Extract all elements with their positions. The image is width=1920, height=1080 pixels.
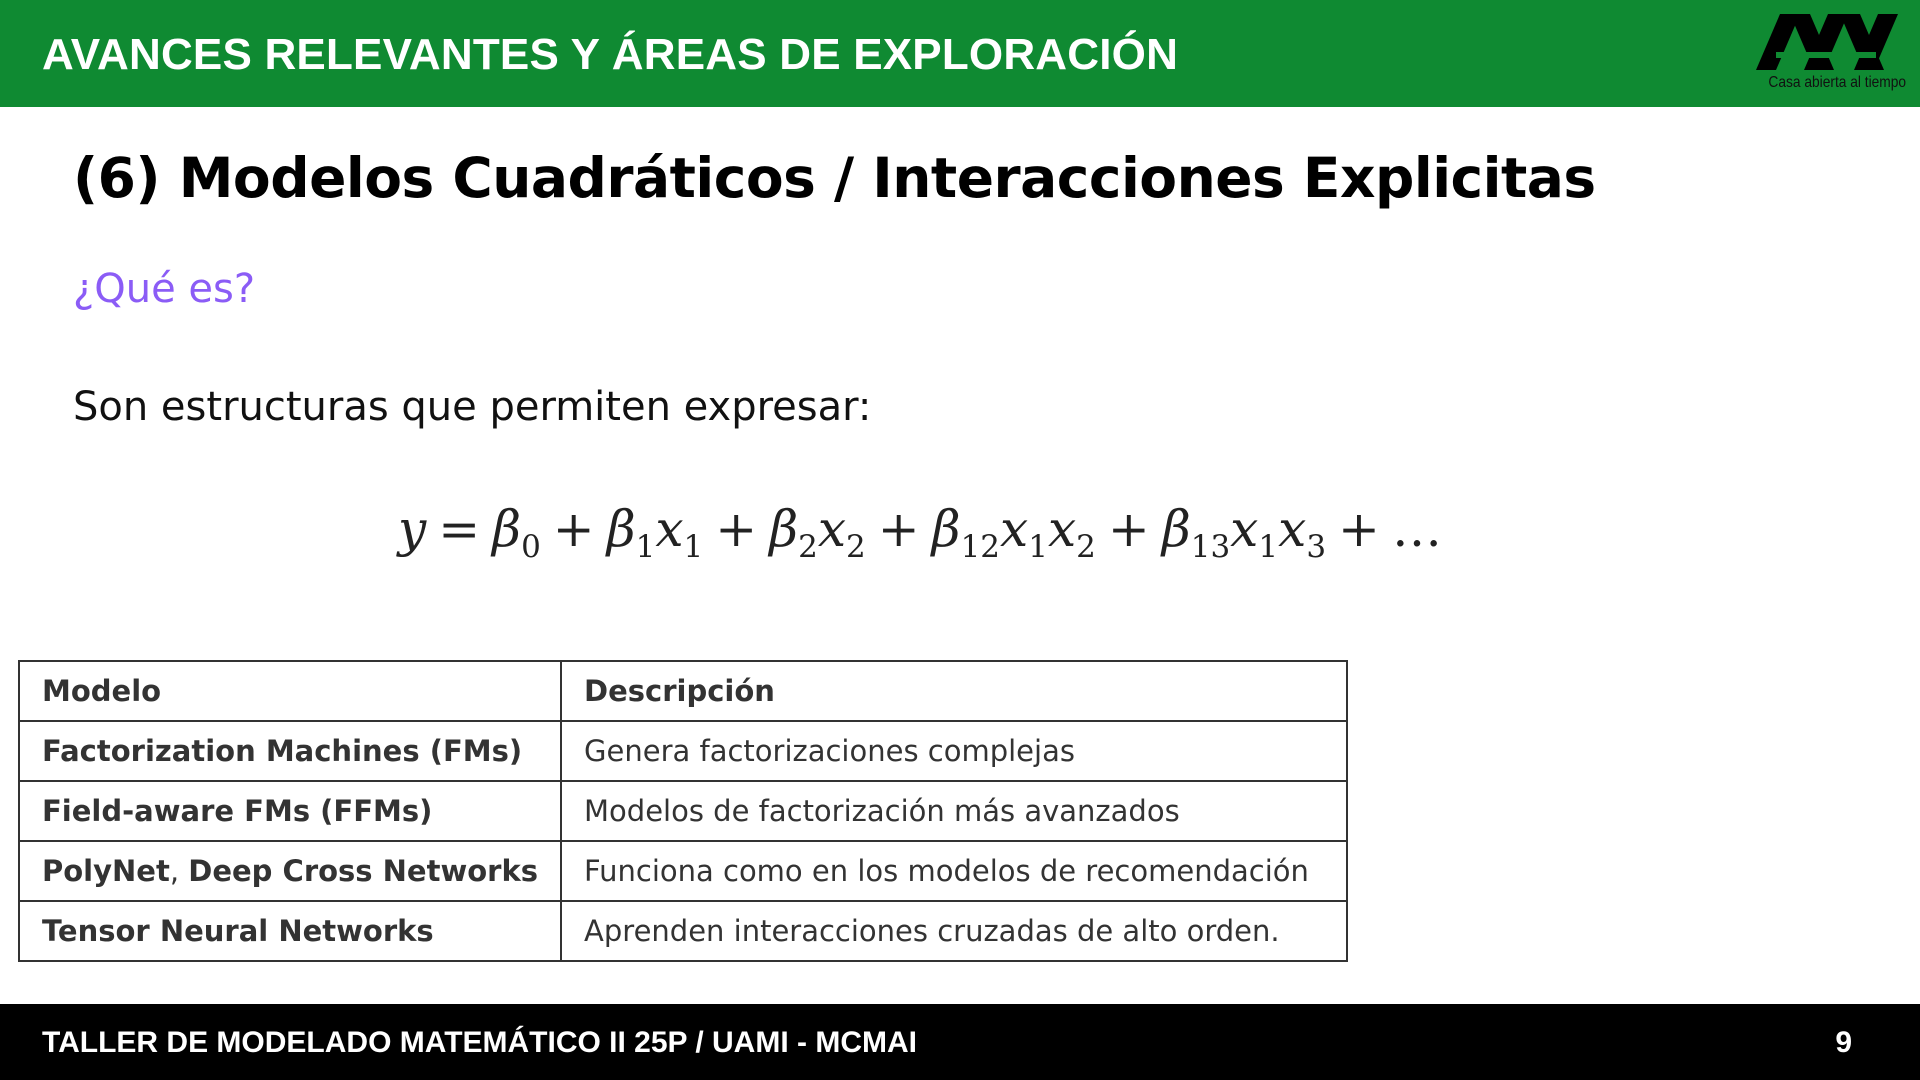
table-cell-description: Aprenden interacciones cruzadas de alto orden.	[561, 901, 1347, 961]
formula-plus: +	[1338, 500, 1380, 558]
footer-bar	[0, 1004, 1920, 1080]
header-bar	[0, 0, 1920, 107]
table-cell-description: Genera factorizaciones complejas	[561, 721, 1347, 781]
header-title: AVANCES RELEVANTES Y ÁREAS DE EXPLORACIÓN	[42, 30, 1179, 79]
table-cell-model: Factorization Machines (FMs)	[19, 721, 561, 781]
logo-tagline: Casa abierta al tiempo	[1768, 74, 1907, 91]
section-subtitle: ¿Qué es?	[73, 266, 256, 312]
formula-var: x	[1230, 500, 1259, 558]
formula-sub: 1	[1258, 528, 1279, 565]
table-cell-model	[19, 841, 561, 901]
formula-coef: β	[931, 500, 961, 558]
uam-logo-icon	[1756, 12, 1906, 74]
table-header-model: Modelo	[19, 661, 561, 721]
body-text: Son estructuras que permiten expresar:	[73, 384, 872, 430]
page-number: 9	[1835, 1026, 1852, 1059]
formula-coef: β	[769, 500, 799, 558]
model-name-deep-cross: Deep Cross Networks	[188, 854, 539, 888]
formula-coef: β	[492, 500, 522, 558]
table-header-description: Descripción	[561, 661, 1347, 721]
table-row	[19, 841, 1347, 901]
table-row	[19, 781, 1347, 841]
formula-sub: 0	[521, 528, 541, 565]
table-row	[19, 721, 1347, 781]
formula-sub: 2	[846, 528, 866, 565]
formula-sub: 12	[960, 528, 1001, 565]
models-table	[18, 660, 1348, 962]
formula-sub: 1	[635, 528, 656, 565]
model-name-polynet: PolyNet	[42, 854, 170, 888]
formula-sub: 1	[683, 528, 704, 565]
table-header-row	[19, 661, 1347, 721]
formula-plus: +	[552, 500, 595, 558]
table-row	[19, 901, 1347, 961]
table-cell-model: Tensor Neural Networks	[19, 901, 561, 961]
uam-logo	[1746, 12, 1906, 98]
formula-ellipsis: …	[1391, 500, 1442, 558]
formula-sub: 2	[1076, 528, 1096, 565]
formula-plus: +	[877, 500, 920, 558]
formula-var: x	[1000, 500, 1029, 558]
formula-var: x	[655, 500, 684, 558]
table-cell-description: Funciona como en los modelos de recomendación	[561, 841, 1347, 901]
formula-coef: β	[606, 500, 636, 558]
formula-plus: +	[1107, 500, 1150, 558]
footer-text: TALLER DE MODELADO MATEMÁTICO II 25P / UAMI - MCMAI	[42, 1026, 917, 1059]
formula-var: x	[1278, 500, 1307, 558]
formula-lhs: y	[398, 500, 427, 558]
formula-var: x	[1047, 500, 1077, 558]
table-cell-model: Field-aware FMs (FFMs)	[19, 781, 561, 841]
formula-sub: 3	[1306, 528, 1327, 565]
formula-coef: β	[1161, 500, 1191, 558]
table-cell-description: Modelos de factorización más avanzados	[561, 781, 1347, 841]
formula-sub: 1	[1028, 528, 1048, 565]
model-separator: ,	[169, 854, 189, 888]
formula-sub: 13	[1190, 528, 1231, 565]
formula-sub: 2	[798, 528, 818, 565]
slide-title: (6) Modelos Cuadráticos / Interacciones Explicitas	[73, 146, 1596, 210]
regression-formula	[398, 500, 1442, 565]
formula-var: x	[817, 500, 847, 558]
formula-plus: +	[715, 500, 758, 558]
formula-equals: =	[438, 500, 481, 558]
